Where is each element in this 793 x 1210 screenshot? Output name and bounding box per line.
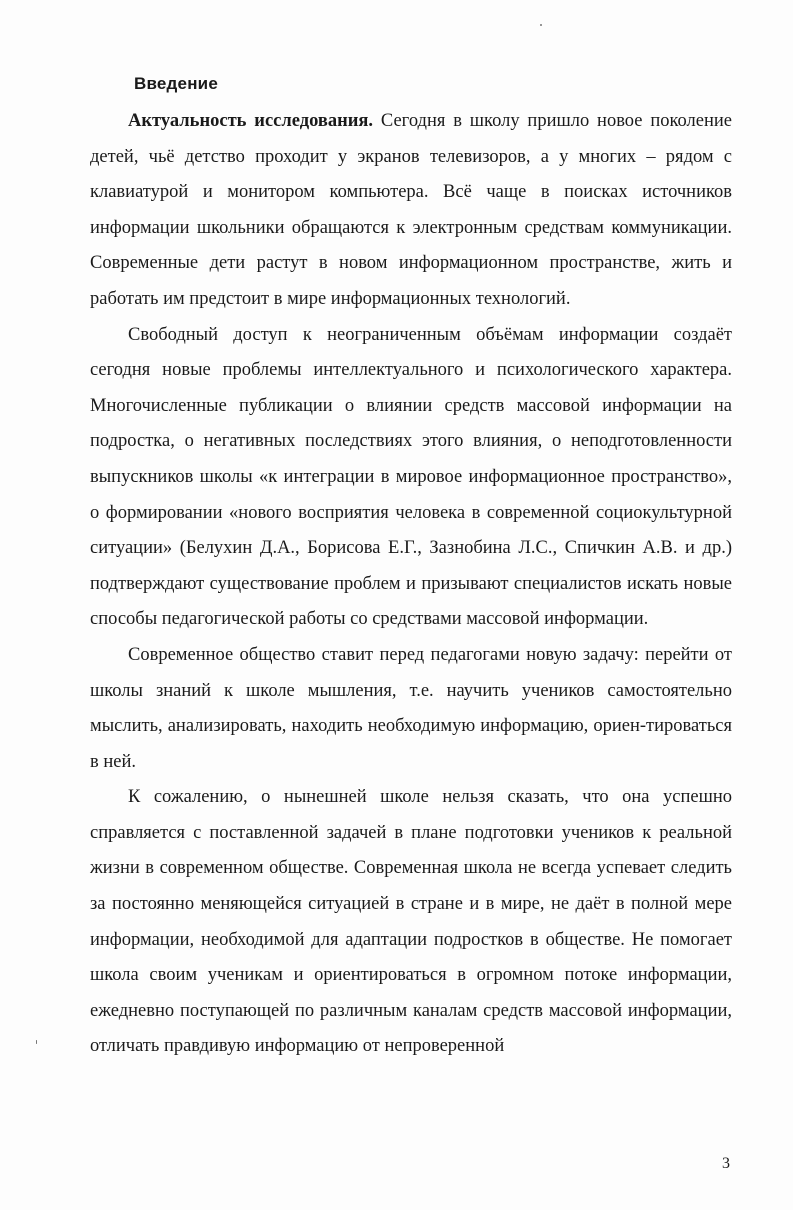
paragraph-relevance — [90, 104, 732, 318]
scan-speck — [540, 24, 542, 26]
paragraph-free-access: Свободный доступ к неограниченным объёмам информации создаёт сегодня новые проблемы интеллектуального и психологического характера. Многочисленные публикации о влиянии средств массовой информации на подростка, о негативных последствиях этого влияния, о неподготовленности выпускников школы «к интеграции в мировое информационное пространство», о формировании «нового восприятия человека в современной социокультурной ситуации» (Белухин Д.А., Борисова Е.Г., Зазнобина Л.С., Спичкин А.В. и др.) подтверждают существование проблем и призывают специалистов искать новые способы педагогической работы со средствами массовой информации. — [90, 324, 732, 630]
paragraph-modern-society: Современное общество ставит перед педагогами новую задачу: перейти от школы знаний к школе мышления, т.е. научить учеников самостоятельно мыслить, анализировать, находить необходимую информацию, ориен-тироваться в ней. — [90, 644, 732, 772]
paragraph-text: Сегодня в школу пришло новое поколение детей, чьё детство проходит у экранов телевизоров, а у многих – рядом с клавиатурой и монитором компьютера. Всё чаще в поисках источников информации школьники обращаются к электронным средствам коммуникации. Современные дети растут в новом информационном пространстве, жить и работать им предстоит в мире информационных технологий. — [90, 111, 732, 309]
paragraph-lead: Актуальность исследования. — [128, 111, 374, 131]
paragraph-school-critique: К сожалению, о нынешней школе нельзя сказать, что она успешно справляется с поставленной задачей в плане подготовки учеников к реальной жизни в современном обществе. Современная школа не всегда успевает следить за постоянно меняющейся ситуацией в стране и в мире, не даёт в полной мере информации, необходимой для адаптации подростков в обществе. Не помогает школа своим ученикам и ориентироваться в огромном потоке информации, ежедневно поступающей по различным каналам средств массовой информации, отличать правдивую информацию от непроверенной — [90, 787, 732, 1057]
page-number: 3 — [722, 1155, 730, 1172]
scan-speck — [36, 1040, 37, 1044]
section-heading: Введение — [134, 74, 218, 93]
body-text — [90, 104, 732, 1065]
